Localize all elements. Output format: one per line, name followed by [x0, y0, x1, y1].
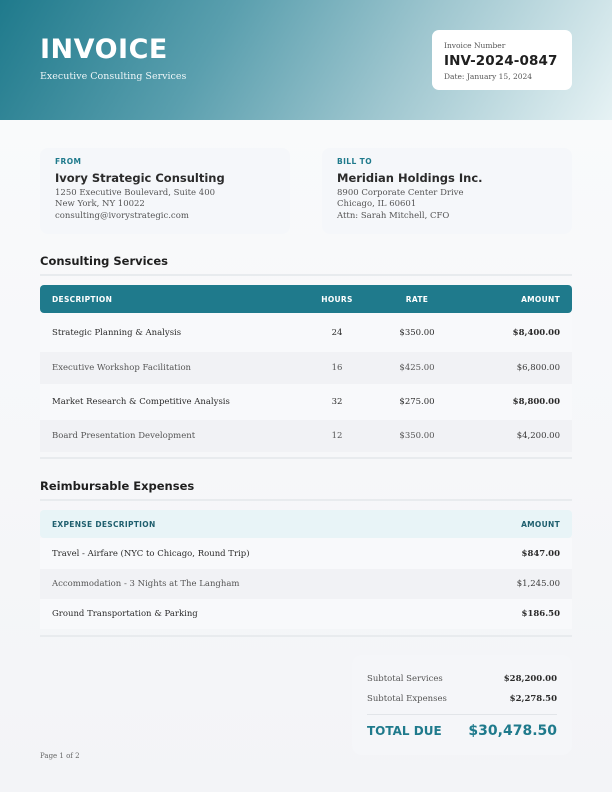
total-due-row: [367, 723, 557, 739]
row-description: Board Presentation Development: [52, 431, 196, 441]
bill-to-attn: Attn: Sarah Mitchell, CFO: [337, 211, 450, 221]
table-row: [40, 599, 572, 629]
row-amount: $1,245.00: [516, 579, 560, 589]
subtotal-expenses-label: Subtotal Expenses: [367, 694, 447, 704]
row-rate: $350.00: [399, 431, 435, 441]
bill-to-city-line: Chicago, IL 60601: [337, 199, 417, 209]
page-number: Page 1 of 2: [40, 752, 80, 760]
subtotal-expenses-row: [367, 689, 557, 709]
total-due-label: TOTAL DUE: [367, 724, 442, 738]
invoice-title: INVOICE: [40, 34, 168, 65]
from-card: [40, 148, 290, 234]
col-description: DESCRIPTION: [52, 294, 113, 304]
row-amount: $847.00: [521, 548, 560, 559]
row-description: Executive Workshop Facilitation: [52, 363, 192, 373]
invoice-subtitle: Executive Consulting Services: [40, 71, 187, 82]
services-table-bottom-rule: [40, 457, 572, 459]
subtotal-services-row: [367, 669, 557, 689]
invoice-number: INV-2024-0847: [444, 53, 558, 69]
subtotal-services-label: Subtotal Services: [367, 674, 443, 684]
totals-card: [352, 655, 572, 755]
from-city-line: New York, NY 10022: [55, 199, 145, 209]
services-table-header: [40, 285, 572, 313]
col-expense-description: EXPENSE DESCRIPTION: [52, 519, 156, 529]
row-hours: 12: [331, 431, 343, 441]
table-row: [40, 569, 572, 599]
total-due-value: $30,478.50: [468, 723, 557, 739]
bill-to-label: BILL TO: [337, 157, 372, 166]
row-rate: $350.00: [399, 327, 435, 338]
row-description: Ground Transportation & Parking: [52, 609, 198, 619]
invoice-number-card: [432, 30, 572, 90]
table-row: [40, 538, 572, 569]
bill-to-name: Meridian Holdings Inc.: [337, 171, 483, 185]
row-description: Travel - Airfare (NYC to Chicago, Round Trip): [52, 548, 250, 559]
invoice-header: [0, 0, 612, 120]
row-amount: $186.50: [521, 609, 560, 619]
row-description: Strategic Planning & Analysis: [52, 327, 182, 338]
expenses-section-title: Reimbursable Expenses: [40, 479, 195, 493]
row-amount: $6,800.00: [516, 363, 560, 373]
subtotal-expenses-value: $2,278.50: [509, 694, 557, 704]
from-address-line: 1250 Executive Boulevard, Suite 400: [55, 188, 216, 198]
totals-divider: [367, 714, 557, 715]
table-row: [40, 420, 572, 452]
row-hours: 16: [331, 363, 343, 373]
col-rate: RATE: [405, 294, 429, 304]
services-table: [40, 285, 572, 459]
services-divider: [40, 274, 572, 276]
expenses-divider: [40, 499, 572, 501]
bill-to-card: [322, 148, 572, 234]
from-email: consulting@ivorystrategic.com: [55, 211, 189, 221]
table-row: [40, 384, 572, 420]
row-hours: 32: [331, 397, 343, 407]
row-hours: 24: [331, 327, 343, 338]
expenses-table-bottom-rule: [40, 635, 572, 637]
expenses-table: [40, 510, 572, 637]
col-amount: AMOUNT: [521, 294, 560, 304]
row-description: Accommodation - 3 Nights at The Langham: [52, 579, 240, 589]
invoice-date: Date: January 15, 2024: [444, 72, 533, 81]
invoice-number-label: Invoice Number: [444, 41, 506, 50]
row-description: Market Research & Competitive Analysis: [52, 397, 230, 407]
row-rate: $275.00: [399, 397, 435, 407]
row-amount: $4,200.00: [516, 431, 560, 441]
row-amount: $8,800.00: [512, 397, 560, 407]
from-label: FROM: [55, 157, 82, 166]
bill-to-address-line: 8900 Corporate Center Drive: [337, 188, 464, 198]
expenses-table-header: [40, 510, 572, 538]
row-amount: $8,400.00: [512, 327, 560, 338]
col-expense-amount: AMOUNT: [521, 519, 560, 529]
from-name: Ivory Strategic Consulting: [55, 171, 225, 185]
table-row: [40, 352, 572, 384]
col-hours: HOURS: [321, 294, 353, 304]
subtotal-services-value: $28,200.00: [503, 674, 557, 684]
services-section-title: Consulting Services: [40, 254, 169, 268]
table-row: [40, 313, 572, 352]
row-rate: $425.00: [399, 363, 435, 373]
